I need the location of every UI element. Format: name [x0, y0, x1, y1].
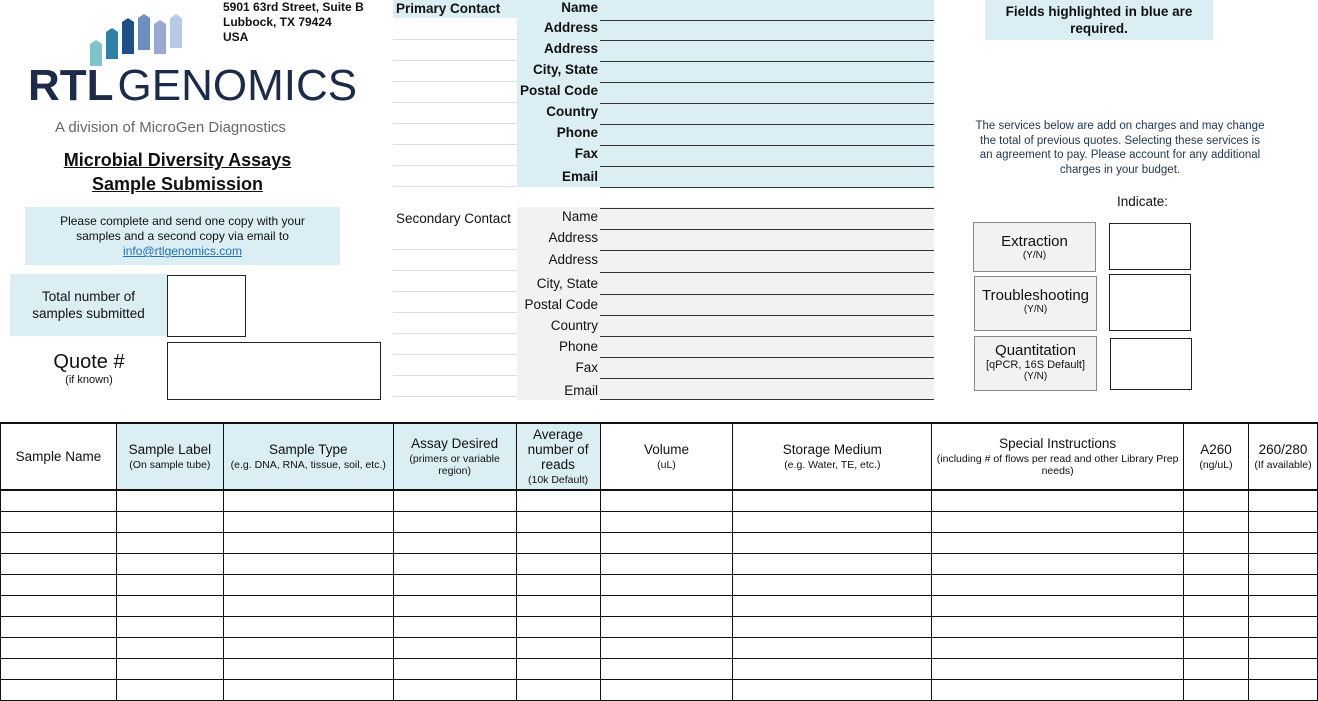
table-cell[interactable]: [1184, 680, 1249, 701]
table-row: [1, 617, 1318, 638]
total-samples-input[interactable]: [167, 275, 246, 337]
table-cell[interactable]: [116, 533, 223, 554]
table-cell[interactable]: [516, 554, 600, 575]
table-cell[interactable]: [733, 617, 932, 638]
table-row: [1, 659, 1318, 680]
table-row: [1, 533, 1318, 554]
table-cell[interactable]: [1248, 680, 1317, 701]
primary-name-label: Name: [561, 0, 598, 15]
table-cell[interactable]: [733, 554, 932, 575]
table-cell[interactable]: [516, 533, 600, 554]
table-cell[interactable]: [600, 512, 733, 533]
table-cell[interactable]: [1248, 554, 1317, 575]
grid-cell: [393, 291, 517, 313]
grid-cell: [393, 228, 517, 250]
troubleshooting-label: Troubleshooting: [981, 287, 1089, 304]
table-cell[interactable]: [1, 596, 117, 617]
table-cell[interactable]: [516, 575, 600, 596]
table-cell[interactable]: [1184, 512, 1249, 533]
table-cell[interactable]: [1, 638, 117, 659]
table-row: [1, 512, 1318, 533]
table-cell[interactable]: [223, 575, 393, 596]
table-cell[interactable]: [223, 659, 393, 680]
primary-email-input[interactable]: [600, 167, 934, 188]
col-storage-medium-title: Storage Medium: [782, 442, 882, 457]
grid-cell: [393, 60, 517, 82]
logo-tagline: A division of MicroGen Diagnostics: [55, 119, 286, 136]
spacer-row: [600, 188, 934, 209]
table-cell[interactable]: [223, 596, 393, 617]
table-cell[interactable]: [733, 533, 932, 554]
secondary-email-label: Email: [564, 383, 598, 398]
grid-cell: [393, 81, 517, 103]
secondary-city-state-input[interactable]: [600, 274, 934, 295]
grid-cell: [393, 375, 517, 397]
form-title-line-1: Microbial Diversity Assays: [63, 150, 292, 170]
table-cell[interactable]: [223, 638, 393, 659]
table-cell[interactable]: [600, 490, 733, 512]
table-cell[interactable]: [733, 512, 932, 533]
table-cell[interactable]: [932, 575, 1184, 596]
primary-postal-code-label: Postal Code: [519, 83, 598, 98]
col-average-reads-title: Average number of reads: [527, 427, 589, 472]
grid-cell: [393, 333, 517, 355]
col-a260-title: A260: [1200, 442, 1232, 457]
secondary-phone-label: Phone: [558, 339, 598, 354]
extraction-indicate-input[interactable]: [1109, 223, 1191, 270]
table-cell[interactable]: [393, 617, 516, 638]
form-title-line-2: Sample Submission: [91, 174, 264, 194]
table-cell[interactable]: [932, 554, 1184, 575]
table-row: [1, 575, 1318, 596]
table-cell[interactable]: [116, 659, 223, 680]
secondary-fax-input[interactable]: [600, 358, 934, 379]
table-cell[interactable]: [516, 490, 600, 512]
quote-input[interactable]: [167, 342, 381, 400]
table-cell[interactable]: [1, 617, 117, 638]
table-cell[interactable]: [733, 638, 932, 659]
col-assay-desired: [393, 423, 516, 490]
col-a260-sub: (ng/uL): [1199, 459, 1233, 471]
col-assay-desired-sub: (primers or variable region): [409, 453, 500, 477]
table-cell[interactable]: [116, 490, 223, 512]
instructions-line-1: Please complete and send one copy with your: [60, 214, 305, 228]
primary-email-label: Email: [561, 169, 598, 184]
table-cell[interactable]: [600, 575, 733, 596]
table-cell[interactable]: [1184, 638, 1249, 659]
grid-cell: [393, 270, 517, 292]
table-cell[interactable]: [1248, 638, 1317, 659]
table-cell[interactable]: [600, 638, 733, 659]
table-cell[interactable]: [223, 617, 393, 638]
table-cell[interactable]: [1248, 533, 1317, 554]
table-cell[interactable]: [600, 680, 733, 701]
table-cell[interactable]: [116, 512, 223, 533]
table-cell[interactable]: [932, 490, 1184, 512]
table-cell[interactable]: [600, 554, 733, 575]
secondary-name-label: Name: [561, 209, 598, 224]
col-special-instructions: [932, 423, 1184, 490]
col-sample-name-title: Sample Name: [15, 449, 102, 464]
services-note-line-1: The services below are add on charges and may change: [975, 120, 1265, 132]
secondary-city-state-label: City, State: [536, 276, 598, 291]
troubleshooting-indicate-input[interactable]: [1109, 274, 1191, 331]
table-row: [1, 638, 1318, 659]
table-cell[interactable]: [932, 596, 1184, 617]
table-cell[interactable]: [516, 617, 600, 638]
col-sample-type: [223, 423, 393, 490]
grid-cell: [393, 18, 517, 40]
col-sample-label-sub: (On sample tube): [129, 459, 211, 471]
address-line-2: Lubbock, TX 79424: [223, 15, 332, 29]
secondary-email-input[interactable]: [600, 379, 934, 400]
table-cell[interactable]: [393, 490, 516, 512]
secondary-postal-code-label: Postal Code: [524, 297, 598, 312]
table-cell[interactable]: [1, 533, 117, 554]
primary-address-2-label: Address: [543, 41, 598, 56]
table-cell[interactable]: [1184, 490, 1249, 512]
required-note-line-1: Fields highlighted in blue are: [1005, 4, 1193, 19]
table-cell[interactable]: [600, 596, 733, 617]
quote-label-sub: (if known): [65, 374, 113, 386]
table-row: [1, 554, 1318, 575]
table-cell[interactable]: [516, 680, 600, 701]
table-cell[interactable]: [932, 512, 1184, 533]
logo-brand-genomics: GENOMICS: [117, 61, 358, 110]
col-sample-name: [1, 423, 117, 490]
table-cell[interactable]: [932, 533, 1184, 554]
extraction-label: Extraction: [1001, 233, 1068, 250]
troubleshooting-service: [974, 276, 1097, 331]
col-sample-label: [116, 423, 223, 490]
table-cell[interactable]: [733, 490, 932, 512]
secondary-country-label: Country: [550, 318, 598, 333]
services-note-line-2: the total of previous quotes. Selecting these services is: [980, 134, 1260, 147]
col-sample-label-title: Sample Label: [128, 442, 212, 457]
grid-cell: [393, 39, 517, 61]
table-cell[interactable]: [393, 512, 516, 533]
table-cell[interactable]: [223, 680, 393, 701]
table-cell[interactable]: [600, 617, 733, 638]
primary-contact-heading: Primary Contact: [396, 1, 501, 16]
table-cell[interactable]: [393, 533, 516, 554]
table-cell[interactable]: [393, 659, 516, 680]
table-cell[interactable]: [223, 554, 393, 575]
table-cell[interactable]: [393, 680, 516, 701]
services-note: [945, 119, 1295, 177]
table-cell[interactable]: [1248, 617, 1317, 638]
secondary-address-2-input[interactable]: [600, 252, 934, 273]
table-cell[interactable]: [932, 659, 1184, 680]
col-storage-medium: [733, 423, 932, 490]
quantitation-service: [974, 336, 1097, 391]
primary-address-1-label: Address: [543, 20, 598, 35]
table-cell[interactable]: [733, 659, 932, 680]
logo-brand-rtl: RTL: [28, 61, 114, 110]
table-cell[interactable]: [393, 554, 516, 575]
table-cell[interactable]: [393, 575, 516, 596]
primary-fax-label: Fax: [574, 146, 598, 161]
grid-cell: [393, 123, 517, 145]
total-samples-label-box: [10, 274, 167, 336]
table-cell[interactable]: [1, 659, 117, 680]
quote-label-text: Quote #: [53, 351, 125, 373]
instructions-line-2: samples and a second copy via email to: [76, 229, 289, 243]
quantitation-sub-2: (Y/N): [1023, 371, 1048, 382]
quantitation-indicate-input[interactable]: [1110, 338, 1192, 390]
col-assay-desired-title: Assay Desired: [411, 436, 499, 451]
address-line-3: USA: [223, 30, 249, 44]
table-cell[interactable]: [516, 638, 600, 659]
table-cell[interactable]: [733, 575, 932, 596]
table-header-row: [1, 423, 1318, 490]
table-cell[interactable]: [223, 512, 393, 533]
quantitation-label: Quantitation: [995, 342, 1076, 359]
sample-table: [0, 422, 1318, 701]
col-special-instructions-sub: (including # of flows per read and other Library Prep needs): [936, 453, 1179, 477]
table-cell[interactable]: [393, 638, 516, 659]
required-note-line-2: required.: [1070, 21, 1128, 36]
col-average-reads: [516, 423, 600, 490]
secondary-address-2-label: Address: [548, 252, 598, 267]
col-special-instructions-title: Special Instructions: [999, 436, 1117, 451]
table-cell[interactable]: [393, 596, 516, 617]
table-cell[interactable]: [1, 490, 117, 512]
secondary-postal-code-input[interactable]: [600, 295, 934, 316]
extraction-sub: (Y/N): [1022, 250, 1047, 261]
table-cell[interactable]: [1184, 554, 1249, 575]
col-260-280-title: 260/280: [1258, 442, 1308, 457]
primary-postal-code-input[interactable]: [600, 83, 934, 104]
table-cell[interactable]: [516, 512, 600, 533]
table-cell[interactable]: [932, 680, 1184, 701]
table-cell[interactable]: [1, 512, 117, 533]
table-row: [1, 490, 1318, 512]
grid-cell: [393, 144, 517, 166]
primary-address-1-input[interactable]: [600, 20, 934, 41]
table-cell[interactable]: [1184, 596, 1249, 617]
services-note-line-4: charges in your budget.: [1059, 163, 1181, 176]
table-cell[interactable]: [1184, 575, 1249, 596]
col-volume: [600, 423, 733, 490]
table-cell[interactable]: [516, 659, 600, 680]
col-sample-type-title: Sample Type: [268, 442, 348, 457]
required-fields-note: [985, 0, 1213, 40]
table-cell[interactable]: [600, 659, 733, 680]
table-cell[interactable]: [116, 638, 223, 659]
grid-cell: [393, 354, 517, 376]
table-cell[interactable]: [1248, 596, 1317, 617]
company-logo: [28, 14, 358, 139]
primary-country-label: Country: [546, 104, 598, 119]
secondary-phone-input[interactable]: [600, 337, 934, 358]
table-cell[interactable]: [116, 554, 223, 575]
col-average-reads-sub: (10k Default): [528, 474, 589, 486]
col-a260: [1184, 423, 1249, 490]
table-cell[interactable]: [733, 596, 932, 617]
col-260-280: [1248, 423, 1317, 490]
grid-cell: [393, 249, 517, 271]
table-cell[interactable]: [116, 575, 223, 596]
table-cell[interactable]: [733, 680, 932, 701]
col-storage-medium-sub: (e.g. Water, TE, etc.): [784, 459, 881, 471]
instructions-box: [25, 207, 340, 265]
quantitation-sub: [qPCR, 16S Default]: [985, 359, 1086, 371]
services-note-line-3: an agreement to pay. Please account for any additional: [979, 149, 1261, 161]
address-line-1: 5901 63rd Street, Suite B: [223, 0, 364, 14]
table-cell[interactable]: [600, 533, 733, 554]
grid-cell: [393, 312, 517, 334]
col-volume-sub: (uL): [657, 459, 676, 471]
primary-phone-label: Phone: [556, 125, 598, 140]
primary-address-2-input[interactable]: [600, 41, 934, 62]
extraction-service: [973, 222, 1096, 272]
quote-label: [40, 351, 138, 386]
secondary-fax-label: Fax: [575, 360, 598, 375]
primary-city-state-label: City, State: [532, 62, 598, 77]
troubleshooting-sub: (Y/N): [1023, 304, 1048, 315]
primary-name-input[interactable]: [600, 0, 934, 21]
indicate-label: Indicate:: [1117, 194, 1169, 209]
primary-country-input[interactable]: [600, 104, 934, 125]
table-cell[interactable]: [1248, 659, 1317, 680]
secondary-name-input[interactable]: [600, 209, 934, 230]
secondary-address-1-input[interactable]: [600, 230, 934, 251]
table-cell[interactable]: [116, 617, 223, 638]
secondary-address-1-label: Address: [548, 230, 598, 245]
table-row: [1, 680, 1318, 701]
table-cell[interactable]: [1184, 533, 1249, 554]
primary-fax-input[interactable]: [600, 146, 934, 167]
table-cell[interactable]: [116, 680, 223, 701]
col-260-280-sub: (If available): [1254, 459, 1312, 471]
table-cell[interactable]: [1248, 575, 1317, 596]
table-cell[interactable]: [1, 554, 117, 575]
table-cell[interactable]: [932, 617, 1184, 638]
table-cell[interactable]: [1248, 512, 1317, 533]
total-samples-label-line-2: samples submitted: [32, 306, 145, 321]
table-cell[interactable]: [1184, 659, 1249, 680]
table-cell[interactable]: [516, 596, 600, 617]
primary-city-state-input[interactable]: [600, 62, 934, 83]
table-cell[interactable]: [116, 596, 223, 617]
primary-phone-input[interactable]: [600, 125, 934, 146]
total-samples-label-line-1: Total number of: [41, 289, 136, 304]
table-cell[interactable]: [1, 680, 117, 701]
table-cell[interactable]: [223, 533, 393, 554]
grid-cell: [393, 102, 517, 124]
table-cell[interactable]: [932, 638, 1184, 659]
table-cell[interactable]: [1, 575, 117, 596]
table-row: [1, 596, 1318, 617]
instructions-email-link[interactable]: info@rtlgenomics.com: [123, 244, 242, 258]
col-sample-type-sub: (e.g. DNA, RNA, tissue, soil, etc.): [230, 459, 386, 471]
col-volume-title: Volume: [643, 442, 689, 457]
table-cell[interactable]: [1184, 617, 1249, 638]
grid-cell: [393, 165, 517, 187]
table-cell[interactable]: [223, 490, 393, 512]
secondary-contact-heading: Secondary Contact: [396, 211, 511, 226]
table-cell[interactable]: [1248, 490, 1317, 512]
secondary-country-input[interactable]: [600, 316, 934, 337]
